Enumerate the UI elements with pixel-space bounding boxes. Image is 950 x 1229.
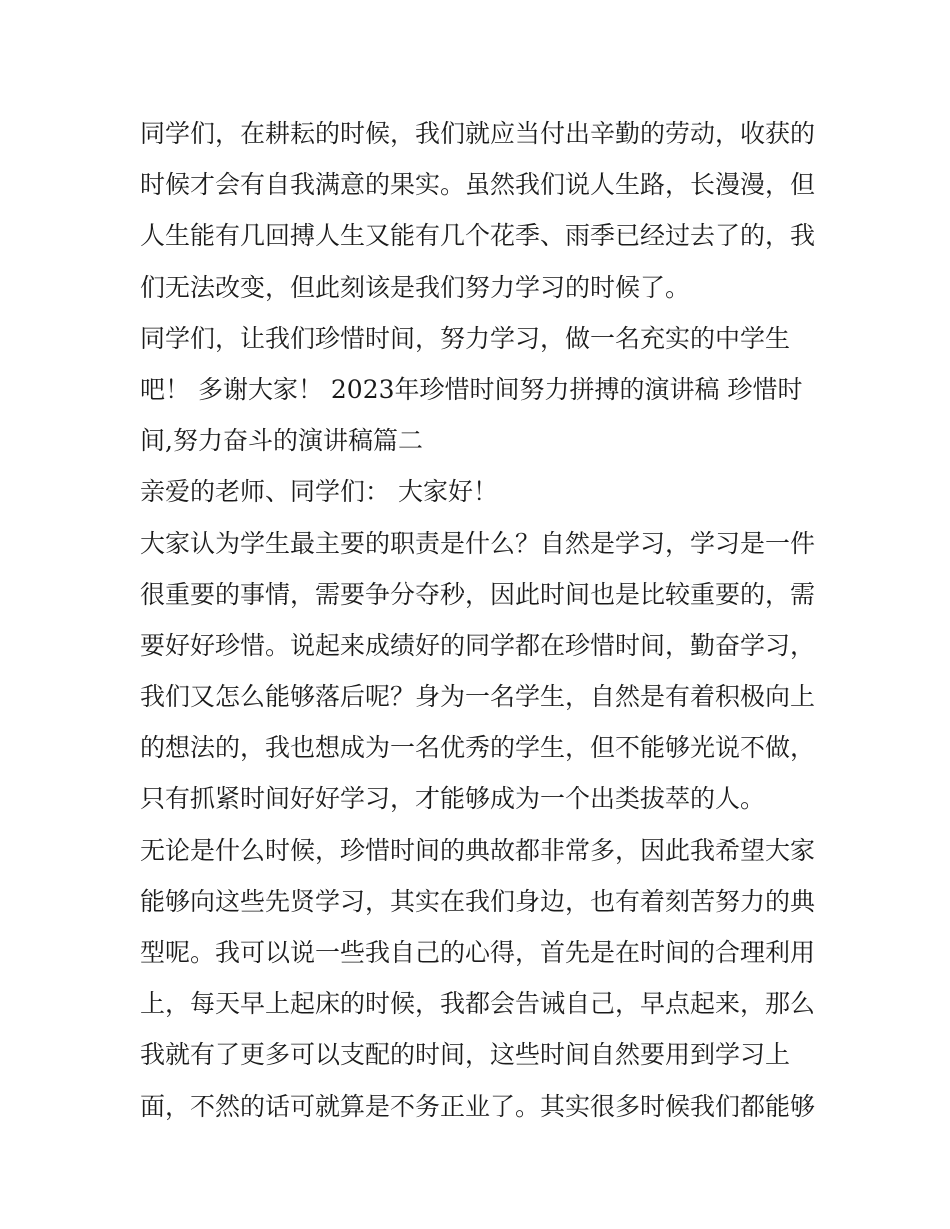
text-line: 同学们，让我们珍惜时间，努力学习，做一名充实的中学生 (140, 323, 791, 353)
text-line: 亲爱的老师、同学们： 大家好！ (140, 477, 498, 507)
text-line: 无论是什么时候，珍惜时间的典故都非常多，因此我希望大家 (140, 835, 816, 865)
text-line: 我就有了更多可以支配的时间，这些时间自然要用到学习上 (140, 1040, 791, 1070)
text-line: 型呢。我可以说一些我自己的心得，首先是在时间的合理利用 (140, 938, 816, 967)
speech-text-block (140, 108, 815, 1132)
text-line: 我们又怎么能够落后呢？身为一名学生，自然是有着积极向上 (140, 682, 816, 712)
text-line: 的想法的，我也想成为一名优秀的学生，但不能够光说不做， (140, 733, 816, 763)
text-line: 吧！ 多谢大家！ 2023年珍惜时间努力拼搏的演讲稿 珍惜时 (140, 374, 803, 404)
text-line: 上，每天早上起床的时候，我都会告诫自己，早点起来，那么 (140, 989, 816, 1019)
text-line: 很重要的事情，需要争分夺秒，因此时间也是比较重要的，需 (140, 579, 816, 609)
text-line: 要好好珍惜。说起来成绩好的同学都在珍惜时间，勤奋学习， (140, 630, 816, 660)
text-line: 时候才会有自我满意的果实。虽然我们说人生路，长漫漫，但 (140, 170, 816, 200)
text-line: 大家认为学生最主要的职责是什么？自然是学习，学习是一件 (140, 528, 816, 558)
text-line: 同学们，在耕耘的时候，我们就应当付出辛勤的劳动，收获的 (140, 119, 816, 148)
text-line: 面，不然的话可就算是不务正业了。其实很多时候我们都能够 (140, 1091, 816, 1121)
text-line: 们无法改变，但此刻该是我们努力学习的时候了。 (140, 272, 691, 302)
text-line: 只有抓紧时间好好学习，才能够成为一个出类拔萃的人。 (140, 784, 766, 814)
text-line: 人生能有几回搏人生又能有几个花季、雨季已经过去了的，我 (140, 221, 816, 251)
text-line: 能够向这些先贤学习，其实在我们身边，也有着刻苦努力的典 (140, 886, 816, 916)
text-line: 间,努力奋斗的演讲稿篇二 (140, 426, 423, 456)
